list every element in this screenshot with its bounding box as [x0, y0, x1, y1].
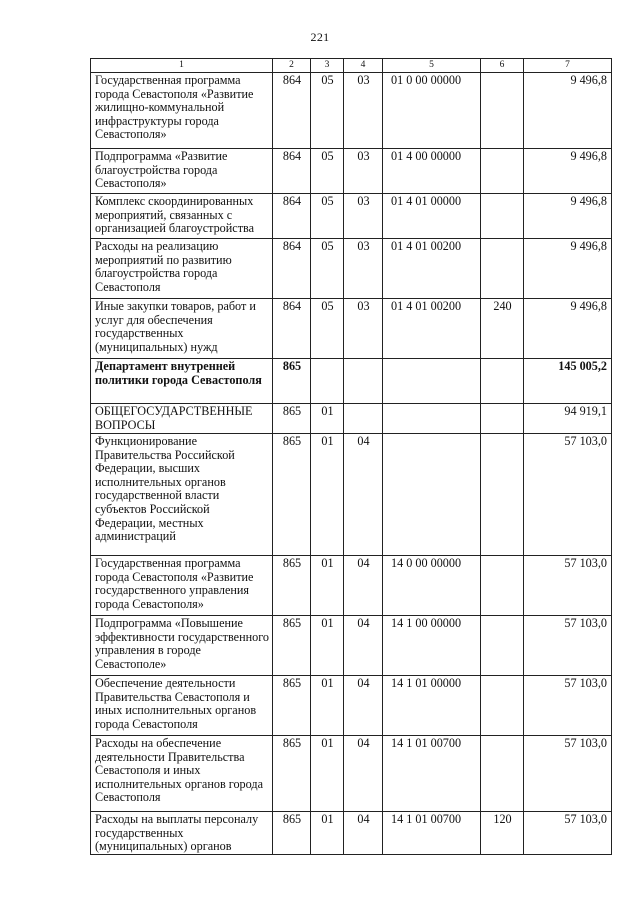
subsection-code-cell: 03 — [344, 149, 383, 194]
target-article-cell — [383, 434, 481, 556]
target-article-cell: 01 4 00 00000 — [383, 149, 481, 194]
table-row — [91, 73, 612, 149]
expense-type-cell — [481, 239, 524, 299]
amount-cell: 57 103,0 — [524, 556, 612, 616]
expense-type-cell — [481, 434, 524, 556]
subsection-code-cell: 04 — [344, 616, 383, 676]
target-article-cell: 01 4 01 00200 — [383, 239, 481, 299]
row-name-cell: Подпрограмма «Повышение эффективности государственного управления в городе Севастополе» — [91, 616, 273, 676]
table-row — [91, 404, 612, 434]
amount-cell: 145 005,2 — [524, 359, 612, 404]
table-row — [91, 556, 612, 616]
table-row — [91, 149, 612, 194]
ministry-code-cell: 864 — [273, 239, 311, 299]
target-article-cell: 14 1 01 00700 — [383, 736, 481, 812]
table-row — [91, 812, 612, 855]
target-article-cell: 14 1 00 00000 — [383, 616, 481, 676]
subsection-code-cell: 04 — [344, 676, 383, 736]
amount-cell: 57 103,0 — [524, 616, 612, 676]
target-article-cell — [383, 359, 481, 404]
amount-cell: 9 496,8 — [524, 239, 612, 299]
ministry-code-cell: 864 — [273, 194, 311, 239]
ministry-code-cell: 865 — [273, 404, 311, 434]
subsection-code-cell: 03 — [344, 239, 383, 299]
ministry-code-cell: 865 — [273, 736, 311, 812]
section-code-cell — [311, 359, 344, 404]
amount-cell: 57 103,0 — [524, 812, 612, 855]
table-row — [91, 616, 612, 676]
expense-type-cell — [481, 73, 524, 149]
row-name-cell: Расходы на реализацию мероприятий по развитию благоустройства города Севастополя — [91, 239, 273, 299]
row-name-cell: Иные закупки товаров, работ и услуг для обеспечения государственных (муниципальных) нужд — [91, 299, 273, 359]
subsection-code-cell: 03 — [344, 299, 383, 359]
expense-type-cell — [481, 149, 524, 194]
row-name-cell: Расходы на выплаты персоналу государственных (муниципальных) органов — [91, 812, 273, 855]
target-article-cell: 14 0 00 00000 — [383, 556, 481, 616]
ministry-code-cell: 864 — [273, 73, 311, 149]
row-name-cell: Функционирование Правительства Российской Федерации, высших исполнительных органов государственной власти субъектов Российской Федерации, местных администраций — [91, 434, 273, 556]
column-number-row — [91, 59, 612, 73]
amount-cell: 57 103,0 — [524, 676, 612, 736]
section-code-cell: 01 — [311, 812, 344, 855]
row-name-cell: Комплекс скоординированных мероприятий, связанных с организацией благоустройства — [91, 194, 273, 239]
budget-table — [90, 58, 612, 855]
column-header: 2 — [273, 59, 311, 73]
amount-cell: 94 919,1 — [524, 404, 612, 434]
subsection-code-cell — [344, 359, 383, 404]
target-article-cell: 01 4 01 00200 — [383, 299, 481, 359]
amount-cell: 9 496,8 — [524, 194, 612, 239]
expense-type-cell — [481, 359, 524, 404]
row-name-cell: Государственная программа города Севастополя «Развитие жилищно-коммунальной инфраструктуры города Севастополя» — [91, 73, 273, 149]
expense-type-cell — [481, 616, 524, 676]
row-name-cell: Департамент внутренней политики города Севастополя — [91, 359, 273, 404]
row-name-cell: ОБЩЕГОСУДАРСТВЕННЫЕ ВОПРОСЫ — [91, 404, 273, 434]
table-row — [91, 434, 612, 556]
amount-cell: 57 103,0 — [524, 434, 612, 556]
subsection-code-cell: 03 — [344, 194, 383, 239]
section-code-cell: 01 — [311, 736, 344, 812]
ministry-code-cell: 865 — [273, 434, 311, 556]
table-row — [91, 736, 612, 812]
row-name-cell: Государственная программа города Севастополя «Развитие государственного управления города Севастополя» — [91, 556, 273, 616]
expense-type-cell — [481, 676, 524, 736]
column-header: 6 — [481, 59, 524, 73]
target-article-cell: 14 1 01 00000 — [383, 676, 481, 736]
row-name-cell: Обеспечение деятельности Правительства Севастополя и иных исполнительных органов города Севастополя — [91, 676, 273, 736]
ministry-code-cell: 865 — [273, 359, 311, 404]
target-article-cell — [383, 404, 481, 434]
ministry-code-cell: 864 — [273, 149, 311, 194]
section-code-cell: 05 — [311, 149, 344, 194]
page-number: 221 — [310, 30, 330, 44]
ministry-code-cell: 864 — [273, 299, 311, 359]
section-code-cell: 01 — [311, 404, 344, 434]
ministry-code-cell: 865 — [273, 676, 311, 736]
target-article-cell: 01 4 01 00000 — [383, 194, 481, 239]
table-row — [91, 194, 612, 239]
column-header: 4 — [344, 59, 383, 73]
column-header: 7 — [524, 59, 612, 73]
table-row — [91, 299, 612, 359]
row-name-cell: Подпрограмма «Развитие благоустройства города Севастополя» — [91, 149, 273, 194]
section-code-cell: 01 — [311, 434, 344, 556]
table-row — [91, 359, 612, 404]
subsection-code-cell — [344, 404, 383, 434]
subsection-code-cell: 04 — [344, 736, 383, 812]
expense-type-cell — [481, 556, 524, 616]
target-article-cell: 01 0 00 00000 — [383, 73, 481, 149]
target-article-cell: 14 1 01 00700 — [383, 812, 481, 855]
section-code-cell: 01 — [311, 556, 344, 616]
expense-type-cell: 240 — [481, 299, 524, 359]
row-name-cell: Расходы на обеспечение деятельности Правительства Севастополя и иных исполнительных органов города Севастополя — [91, 736, 273, 812]
amount-cell: 9 496,8 — [524, 73, 612, 149]
amount-cell: 9 496,8 — [524, 299, 612, 359]
section-code-cell: 01 — [311, 676, 344, 736]
section-code-cell: 05 — [311, 239, 344, 299]
expense-type-cell: 120 — [481, 812, 524, 855]
section-code-cell: 05 — [311, 194, 344, 239]
column-header: 3 — [311, 59, 344, 73]
ministry-code-cell: 865 — [273, 556, 311, 616]
ministry-code-cell: 865 — [273, 616, 311, 676]
subsection-code-cell: 03 — [344, 73, 383, 149]
subsection-code-cell: 04 — [344, 556, 383, 616]
expense-type-cell — [481, 194, 524, 239]
table-row — [91, 676, 612, 736]
expense-type-cell — [481, 404, 524, 434]
amount-cell: 9 496,8 — [524, 149, 612, 194]
subsection-code-cell: 04 — [344, 434, 383, 556]
section-code-cell: 01 — [311, 616, 344, 676]
ministry-code-cell: 865 — [273, 812, 311, 855]
column-header: 1 — [91, 59, 273, 73]
section-code-cell: 05 — [311, 73, 344, 149]
table-row — [91, 239, 612, 299]
amount-cell: 57 103,0 — [524, 736, 612, 812]
column-header: 5 — [383, 59, 481, 73]
expense-type-cell — [481, 736, 524, 812]
subsection-code-cell: 04 — [344, 812, 383, 855]
section-code-cell: 05 — [311, 299, 344, 359]
